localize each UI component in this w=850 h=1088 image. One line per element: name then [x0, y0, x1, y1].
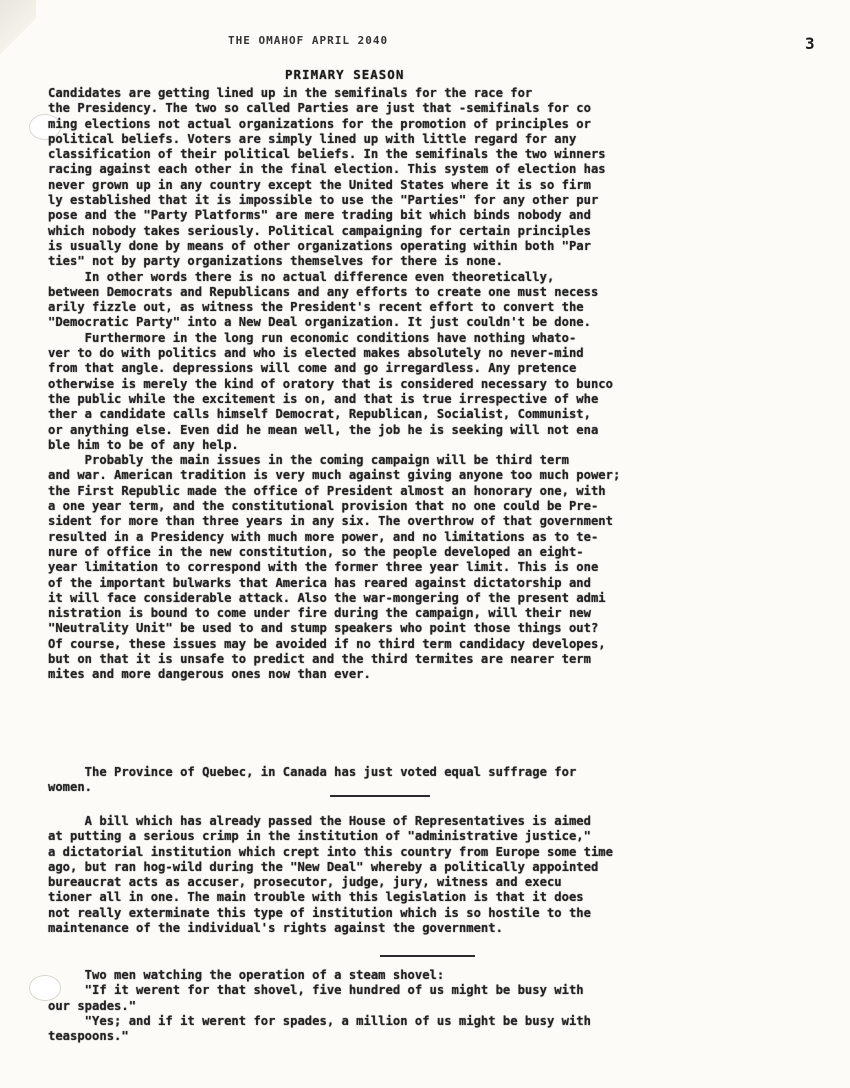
text-line: women.: [48, 780, 93, 795]
text-line: tioner all in one. The main trouble with this legislation is that it does: [48, 890, 584, 905]
text-line: ble him to be of any help.: [48, 437, 239, 452]
article-steam-shovel-joke: [48, 968, 820, 1044]
text-line: not really exterminate this type of institution which is so hostile to the: [48, 905, 591, 920]
text-line: resulted in a Presidency with much more power, and no limitations as to te-: [48, 529, 599, 544]
text-line: ming elections not actual organizations for the promotion of principles or: [48, 116, 591, 131]
text-line: "Neutrality Unit" be used to and stump speakers who point those things out?: [48, 621, 599, 636]
text-line: Probably the main issues in the coming campaign will be third term: [48, 453, 569, 468]
running-header: THE OMAHOF APRIL 2040: [228, 34, 389, 47]
text-line: between Democrats and Republicans and any efforts to create one must necess: [48, 284, 599, 299]
text-line: nistration is bound to come under fire during the campaign, will their new: [48, 606, 591, 621]
text-line: In other words there is no actual difference even theoretically,: [48, 269, 555, 284]
text-line: political beliefs. Voters are simply lined up with little regard for any: [48, 131, 577, 146]
folded-corner: [0, 0, 36, 54]
text-line: pose and the "Party Platforms" are mere trading bit which binds nobody and: [48, 208, 591, 223]
text-line: A bill which has already passed the House of Representatives is aimed: [48, 814, 591, 828]
text-line: bureaucrat acts as accuser, prosecutor, judge, jury, witness and execu: [48, 875, 562, 890]
text-line: at putting a serious crimp in the institution of "administrative justice,": [48, 829, 591, 844]
text-line: is usually done by means of other organizations operating within both "Par: [48, 238, 591, 253]
text-line: "Democratic Party" into a New Deal organization. It just couldn't be done.: [48, 315, 591, 330]
article-quebec-suffrage: [48, 765, 820, 796]
text-line: or anything else. Even did he mean well, the job he is seeking will not ena: [48, 422, 599, 437]
text-line: nure of office in the new constitution, so the people developed an eight-: [48, 544, 584, 559]
text-line: "Yes; and if it werent for spades, a million of us might be busy with: [48, 1013, 591, 1028]
text-line: of the important bulwarks that America has reared against dictatorship and: [48, 575, 591, 590]
text-line: teaspoons.": [48, 1029, 129, 1044]
text-line: maintenance of the individual's rights against the government.: [48, 921, 503, 936]
text-line: it will face considerable attack. Also the war-mongering of the present admi: [48, 590, 606, 605]
text-line: the First Republic made the office of President almost an honorary one, with: [48, 483, 606, 498]
text-line: a dictatorial institution which crept into this country from Europe some time: [48, 844, 613, 859]
text-line: from that angle. depressions will come and go irregardless. Any pretence: [48, 361, 577, 376]
text-line: The Province of Quebec, in Canada has just voted equal suffrage for: [48, 765, 577, 779]
divider-rule: [380, 955, 475, 957]
text-line: ly established that it is impossible to use the "Parties" for any other pur: [48, 193, 599, 208]
text-line: ties" not by party organizations themselves for there is none.: [48, 254, 503, 269]
text-line: year limitation to correspond with the former three year limit. This is one: [48, 560, 599, 575]
text-line: otherwise is merely the kind of oratory that is considered necessary to bunco: [48, 376, 613, 391]
text-line: Furthermore in the long run economic conditions have nothing whato-: [48, 330, 577, 345]
text-line: never grown up in any country except the United States where it is so firm: [48, 177, 591, 192]
text-line: the public while the excitement is on, and that is true irrespective of whe: [48, 391, 599, 406]
text-line: sident for more than three years in any six. The overthrow of that government: [48, 514, 613, 529]
text-line: Candidates are getting lined up in the semifinals for the race for: [48, 86, 533, 100]
page-number: 3: [805, 34, 815, 53]
text-line: Of course, these issues may be avoided if no third term candidacy developes,: [48, 636, 606, 651]
text-line: but on that it is unsafe to predict and the third termites are nearer term: [48, 651, 591, 666]
text-line: a one year term, and the constitutional provision that no one could be Pre-: [48, 499, 599, 514]
text-line: classification of their political beliefs. In the semifinals the two winners: [48, 147, 606, 162]
text-line: which nobody takes seriously. Political campaigning for certain principles: [48, 223, 591, 238]
text-line: racing against each other in the final election. This system of election has: [48, 162, 606, 177]
divider-rule: [330, 795, 430, 797]
text-line: the Presidency. The two so called Parties are just that -semifinals for co: [48, 101, 591, 116]
text-line: mites and more dangerous ones now than ever.: [48, 667, 371, 682]
text-line: ther a candidate calls himself Democrat, Republican, Socialist, Communist,: [48, 407, 591, 422]
article-administrative-justice: [48, 814, 820, 936]
text-line: ago, but ran hog-wild during the "New Deal" whereby a politically appointed: [48, 859, 599, 874]
text-line: "If it werent for that shovel, five hundred of us might be busy with: [48, 983, 584, 998]
text-line: arily fizzle out, as witness the President's recent effort to convert the: [48, 300, 584, 315]
text-line: Two men watching the operation of a steam shovel:: [48, 968, 445, 982]
text-line: and war. American tradition is very much against giving anyone too much power;: [48, 468, 621, 483]
text-line: our spades.": [48, 998, 137, 1013]
section-heading-primary-season: PRIMARY SEASON: [285, 67, 405, 82]
text-line: ver to do with politics and who is elected makes absolutely no never-mind: [48, 346, 584, 361]
article-primary-season: [48, 86, 820, 683]
